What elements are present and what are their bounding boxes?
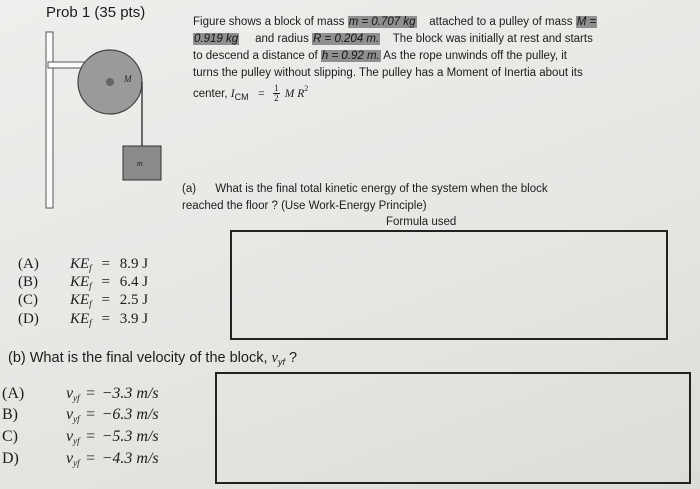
option-subscript: f	[89, 318, 92, 328]
pulley-mass-value: 0.919 kg	[194, 33, 239, 45]
option-subscript: f	[89, 299, 92, 309]
part-a-marker: (a)	[182, 183, 197, 195]
option-subscript: yf	[73, 393, 80, 403]
part-a-option-a[interactable]	[18, 256, 148, 273]
part-a-question-line-2: reached the floor ? (Use Work-Energy Principle)	[182, 200, 427, 212]
part-b-option-b[interactable]	[2, 406, 159, 424]
option-lhs: KE	[70, 311, 90, 327]
problem-line-4: turns the pulley without slipping. The pulley has a Moment of Inertia about its	[193, 67, 583, 79]
part-b-question-text: (b) What is the final velocity of the block,	[8, 350, 268, 366]
option-lhs: v	[66, 428, 74, 445]
part-b-option-a[interactable]	[2, 385, 159, 403]
statement-text: center,	[193, 88, 228, 100]
option-equals: =	[86, 385, 96, 402]
part-a-question-text: What is the final total kinetic energy of the system when the block	[215, 183, 548, 195]
option-letter: D)	[2, 450, 19, 467]
part-b-question	[8, 350, 297, 367]
part-b-option-d[interactable]	[2, 450, 159, 468]
part-b-answer-box[interactable]	[215, 372, 691, 484]
inertia-exponent: 2	[304, 84, 309, 93]
option-lhs: v	[66, 385, 74, 402]
option-letter: C)	[2, 428, 18, 445]
velocity-subscript: yf	[277, 357, 285, 367]
inertia-symbol: I	[230, 88, 235, 100]
option-letter: (A)	[2, 385, 25, 402]
option-equals: =	[101, 256, 110, 272]
statement-text: attached to a pulley of mass	[429, 16, 573, 28]
formula-used-label: Formula used	[386, 216, 457, 228]
option-value: 6.4 J	[119, 274, 149, 290]
problem-line-2	[193, 33, 593, 45]
option-lhs: v	[66, 450, 74, 467]
option-value: 8.9 J	[119, 256, 149, 272]
one-half-fraction	[273, 84, 280, 103]
statement-text: As the rope unwinds off the pulley, it	[383, 50, 567, 62]
pulley-label: M	[124, 74, 132, 84]
statement-text: and radius	[255, 33, 309, 45]
problem-line-1	[193, 16, 597, 28]
height-value: h = 0.92 m.	[321, 50, 380, 62]
support-post	[46, 32, 53, 208]
part-b-option-c[interactable]	[2, 428, 159, 446]
statement-text: The block was initially at rest and starts	[392, 33, 593, 45]
mass-value: m = 0.707 kg	[348, 16, 416, 28]
fraction-denominator: 2	[274, 93, 279, 104]
statement-text: Figure shows a block of mass	[193, 16, 345, 28]
option-value: 3.9 J	[119, 311, 149, 327]
equals-sign: =	[258, 88, 265, 100]
part-a-answer-box[interactable]	[230, 230, 668, 340]
option-equals: =	[86, 428, 96, 445]
pulley-mass-symbol: M =	[576, 16, 597, 28]
option-value: −3.3 m/s	[101, 385, 159, 402]
option-letter: (D)	[18, 311, 39, 327]
inertia-formula	[193, 84, 308, 103]
option-subscript: f	[89, 281, 92, 291]
part-a-option-c[interactable]	[18, 292, 148, 309]
option-subscript: yf	[73, 436, 80, 446]
part-a-option-d[interactable]	[18, 311, 148, 328]
pulley-figure	[40, 30, 180, 210]
option-letter: B)	[2, 406, 18, 423]
problem-title: Prob 1 (35 pts)	[46, 4, 146, 21]
option-letter: (C)	[18, 292, 38, 308]
problem-line-3	[193, 50, 567, 62]
velocity-symbol: v	[271, 350, 278, 366]
inertia-subscript: CM	[234, 92, 249, 102]
option-value: 2.5 J	[119, 292, 149, 308]
option-lhs: v	[66, 406, 74, 423]
option-lhs: KE	[70, 292, 90, 308]
option-letter: (A)	[18, 256, 39, 272]
question-mark: ?	[284, 350, 298, 366]
option-subscript: f	[89, 263, 92, 273]
radius-value: R = 0.204 m.	[313, 33, 380, 45]
option-subscript: yf	[73, 414, 80, 424]
option-value: −5.3 m/s	[101, 428, 159, 445]
part-a-option-b[interactable]	[18, 274, 148, 291]
option-equals: =	[101, 292, 110, 308]
option-value: −6.3 m/s	[101, 406, 159, 423]
statement-text: to descend a distance of	[193, 50, 318, 62]
option-lhs: KE	[70, 256, 90, 272]
inertia-rhs: M R	[284, 88, 305, 100]
block-label: m	[137, 159, 143, 168]
option-lhs: KE	[70, 274, 90, 290]
part-a-question-line-1	[182, 183, 548, 195]
option-subscript: yf	[73, 458, 80, 468]
option-equals: =	[101, 274, 110, 290]
fraction-numerator: 1	[274, 83, 279, 94]
option-equals: =	[86, 450, 96, 467]
pulley-axle	[106, 78, 114, 86]
option-value: −4.3 m/s	[101, 450, 159, 467]
option-equals: =	[101, 311, 110, 327]
option-letter: (B)	[18, 274, 38, 290]
option-equals: =	[86, 406, 96, 423]
